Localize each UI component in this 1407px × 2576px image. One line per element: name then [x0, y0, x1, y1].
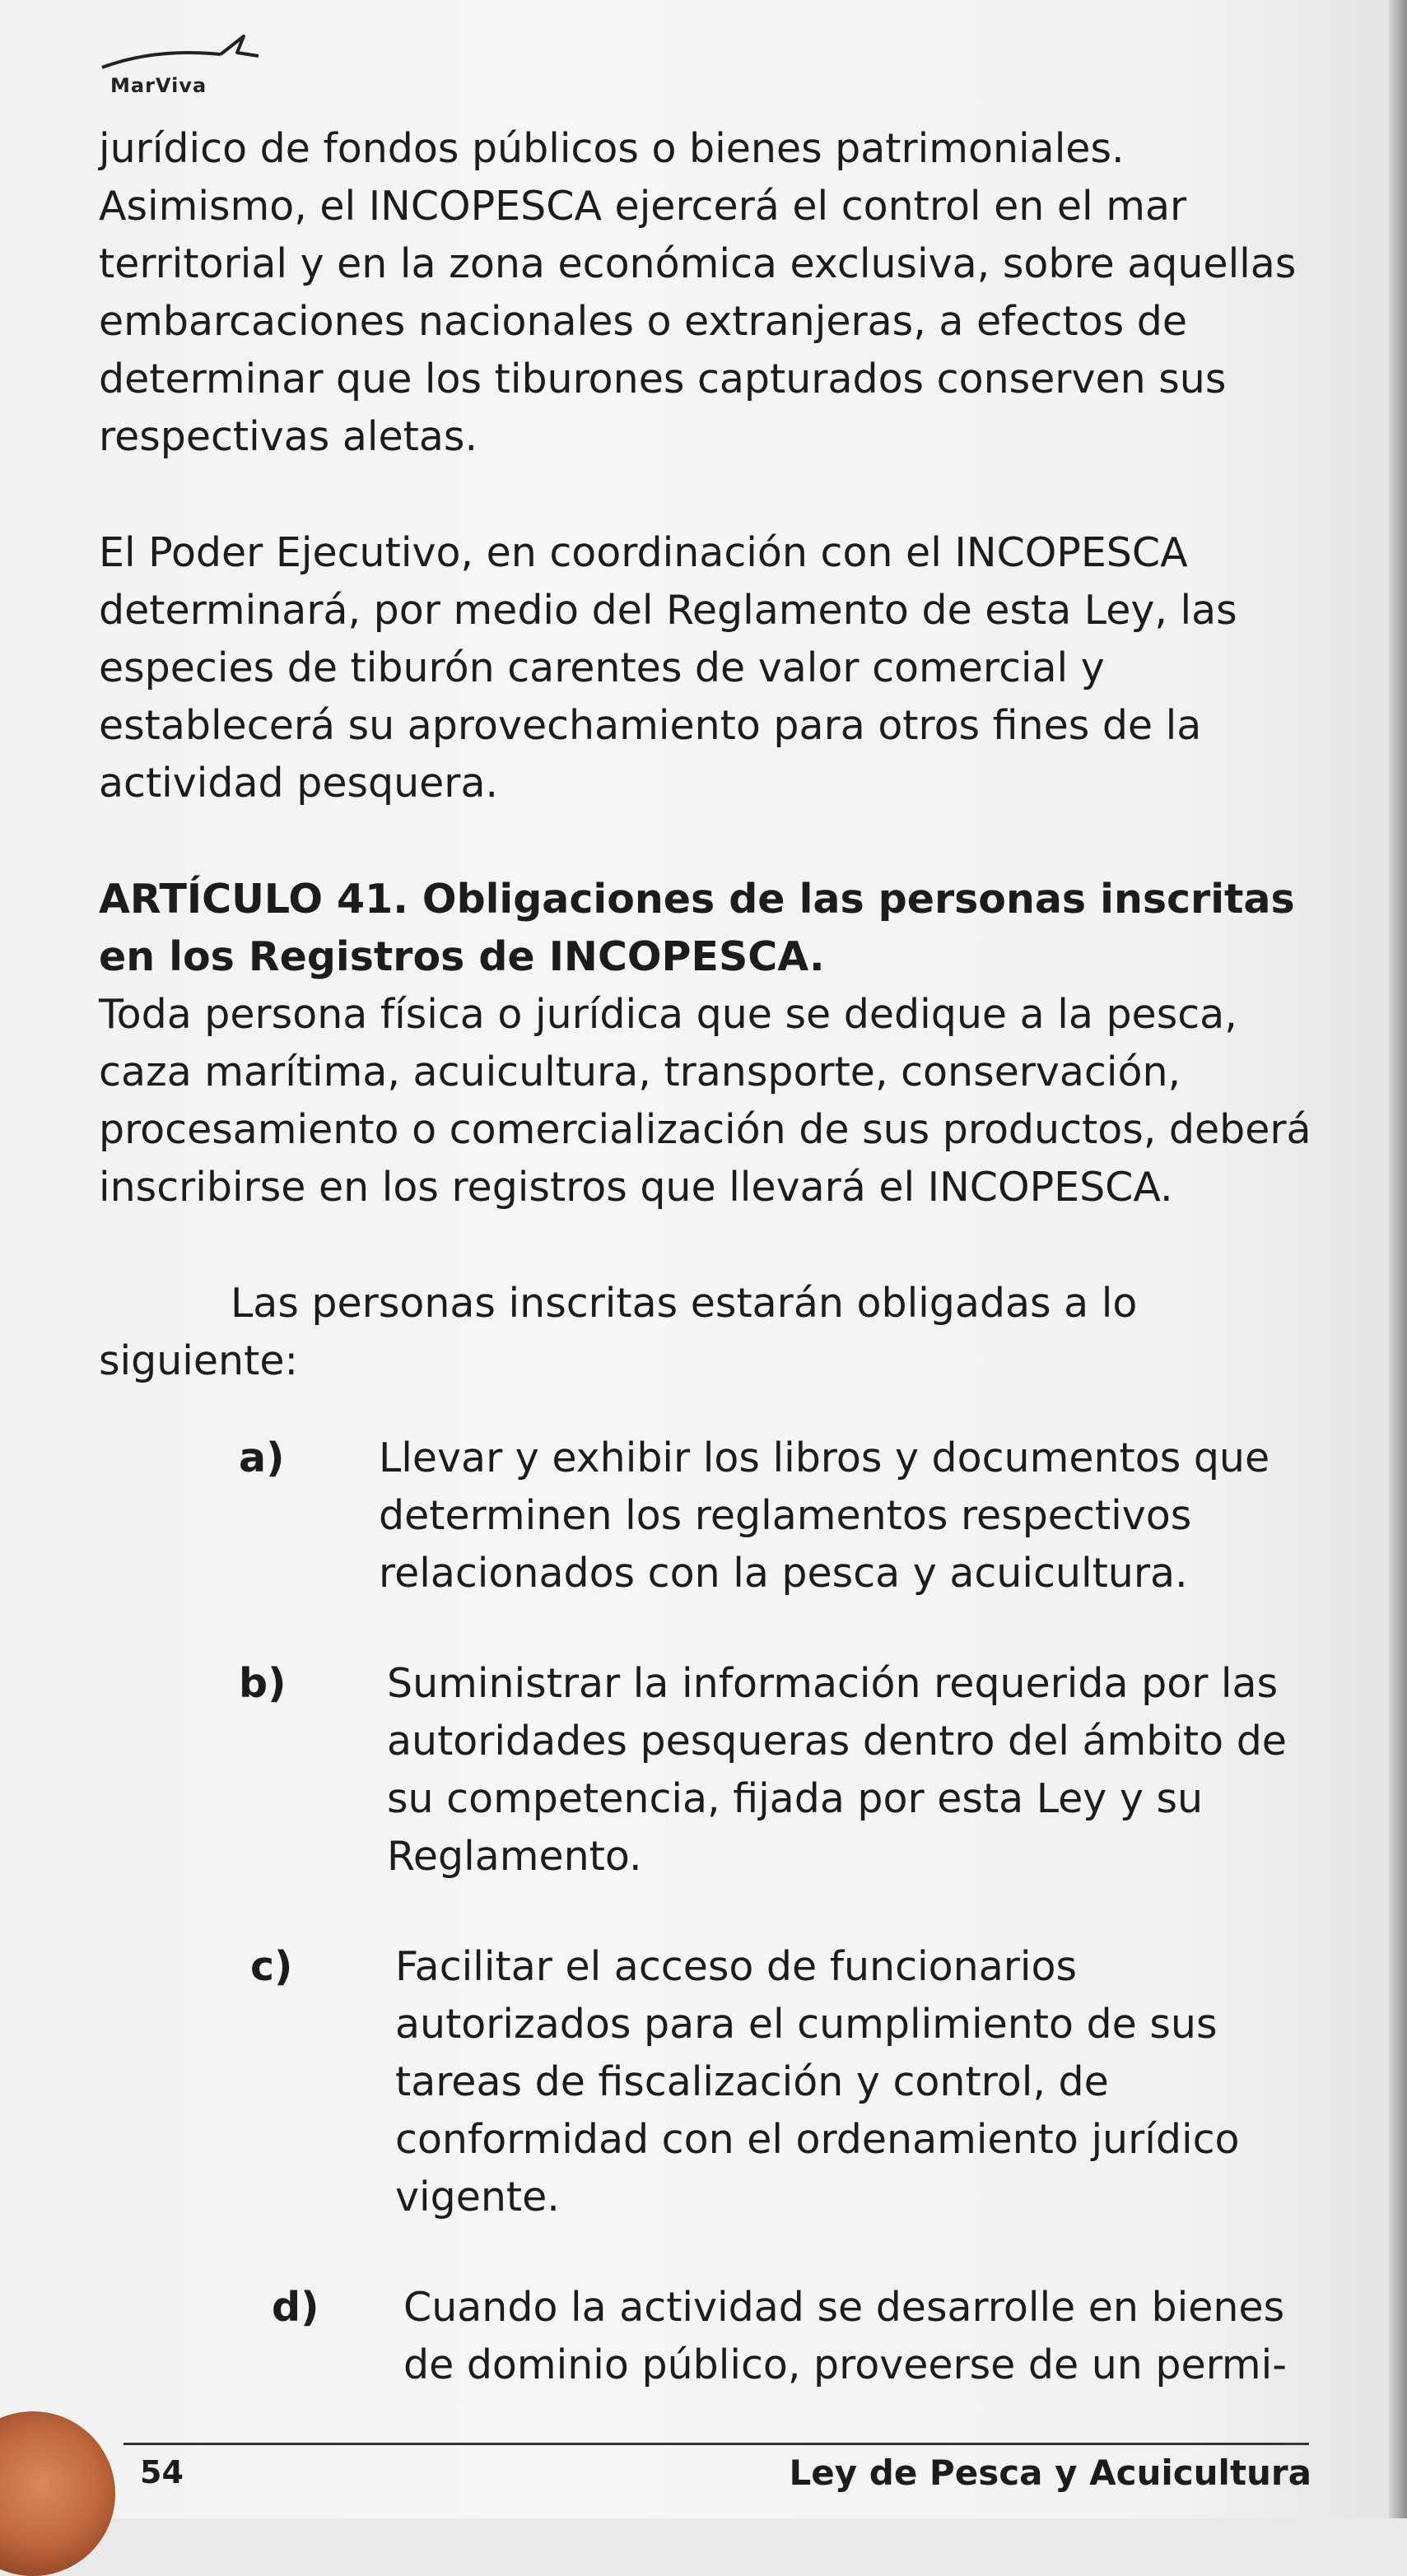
list-item-d	[99, 2279, 1317, 2394]
paragraph-2: El Poder Ejecutivo, en coordinación con el INCOPESCA determinará, por medio del Reglamento de esta Ley, las especies de tiburón carentes de valor comercial y establecerá su aprovechamiento para otros fines de la actividad pesquera.	[99, 529, 1237, 807]
list-label-c: c)	[250, 1943, 293, 1990]
list-item-c	[99, 1938, 1317, 2226]
paragraph-1: jurídico de fondos públicos o bienes patrimoniales. Asimismo, el INCOPESCA ejercerá el control en el mar territorial y en la zona económica exclusiva, sobre aquellas embarcaciones nacionales o extranjeras, a efectos de determinar que los tiburones capturados conserven sus respectivas aletas.	[99, 125, 1297, 460]
marviva-logo	[97, 31, 262, 105]
list-text-d: Cuando la actividad se desarrolle en bienes de dominio público, proveerse de un permi-	[403, 2284, 1287, 2388]
page-content	[99, 120, 1317, 2447]
list-label-d: d)	[272, 2284, 319, 2331]
article-intro: Las personas inscritas estarán obligadas a lo siguiente:	[99, 1280, 1138, 1384]
list-label-b: b)	[239, 1660, 287, 1707]
list-text-c: Facilitar el acceso de funcionarios autorizados para el cumplimiento de sus tareas de fiscalización y control, de conformidad con el ordenamiento jurídico vigente.	[395, 1943, 1240, 2220]
page-edge	[1389, 0, 1407, 2518]
logo-wave-icon	[97, 31, 262, 81]
footer-book-title: Ley de Pesca y Acuicultura	[789, 2453, 1311, 2493]
list-text-b: Suministrar la información requerida por las autoridades pesqueras dentro del ámbito de su competencia, fijada por esta Ley y su Reglamento.	[387, 1660, 1287, 1880]
list-item-b	[99, 1655, 1317, 1886]
footer-rule	[123, 2443, 1309, 2445]
article-heading: ARTÍCULO 41. Obligaciones de las personas inscritas en los Registros de INCOPESCA.	[99, 876, 1295, 980]
list-label-a: a)	[239, 1434, 285, 1481]
page-number: 54	[140, 2454, 184, 2490]
logo-text: MarViva	[110, 74, 207, 97]
list-text-a: Llevar y exhibir los libros y documentos que determinen los reglamentos respectivos relacionados con la pesca y acuicultura.	[379, 1434, 1270, 1597]
article-body: Toda persona física o jurídica que se dedique a la pesca, caza marítima, acuicultura, transporte, conservación, procesamiento o comercialización de sus productos, deberá inscribirse en los registros que llevará el INCOPESCA.	[99, 991, 1311, 1211]
list-item-a	[99, 1430, 1317, 1602]
